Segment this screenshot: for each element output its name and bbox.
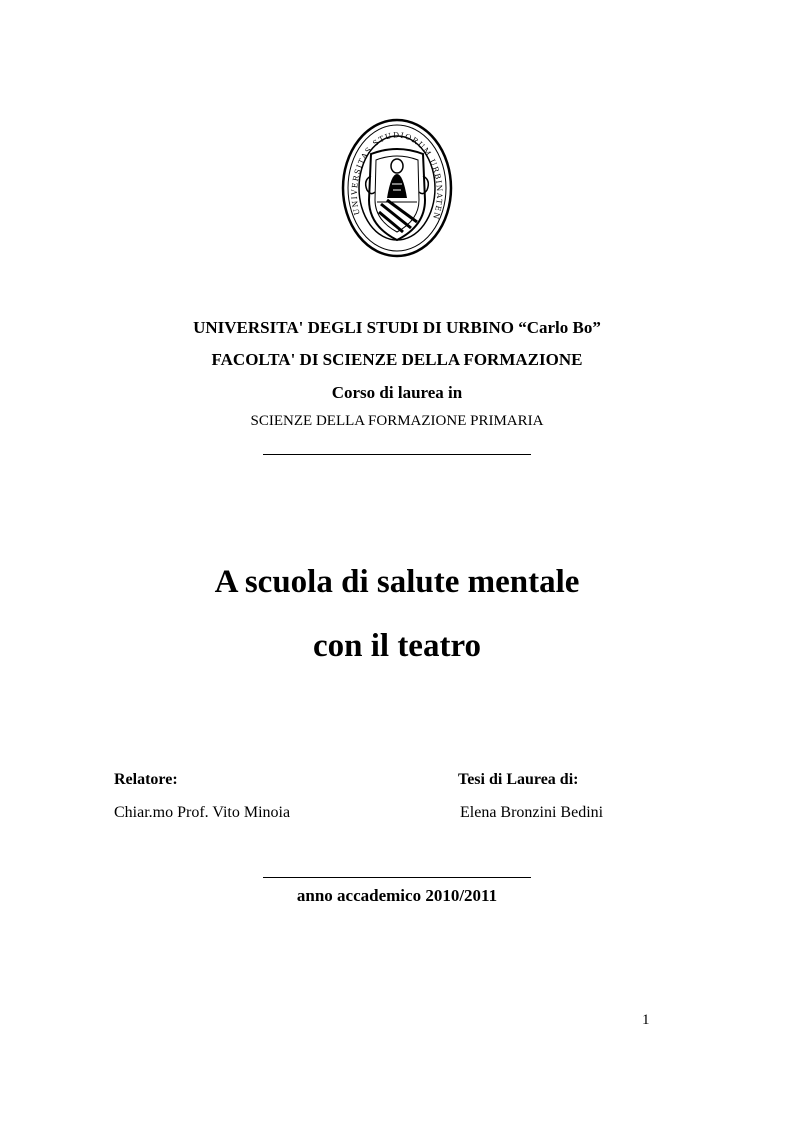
supervisor-name: Chiar.mo Prof. Vito Minoia xyxy=(114,804,291,821)
seal-emblem-icon xyxy=(341,118,453,258)
svg-text:UNIVERSITAS STUDIORUM URBINATE: UNIVERSITAS STUDIORUM URBINATEN xyxy=(349,130,445,222)
course-name: SCIENZE DELLA FORMAZIONE PRIMARIA xyxy=(250,413,544,429)
university-name: UNIVERSITA' DEGLI STUDI DI URBINO “Carlo Bo” xyxy=(193,318,601,337)
faculty-name: FACOLTA' DI SCIENZE DELLA FORMAZIONE xyxy=(211,350,583,369)
course-intro: Corso di laurea in xyxy=(331,383,463,402)
thesis-title-line1: A scuola di salute mentale xyxy=(214,564,580,600)
page-number: 1 xyxy=(642,1012,650,1028)
header-divider xyxy=(263,454,531,455)
supervisor-label: Relatore: xyxy=(114,771,178,788)
university-seal xyxy=(341,118,453,258)
thesis-title-line2: con il teatro xyxy=(312,628,481,664)
footer-divider xyxy=(263,877,531,878)
candidate-name: Elena Bronzini Bedini xyxy=(460,804,604,821)
candidate-label: Tesi di Laurea di: xyxy=(458,771,579,788)
academic-year: anno accademico 2010/2011 xyxy=(296,886,498,905)
